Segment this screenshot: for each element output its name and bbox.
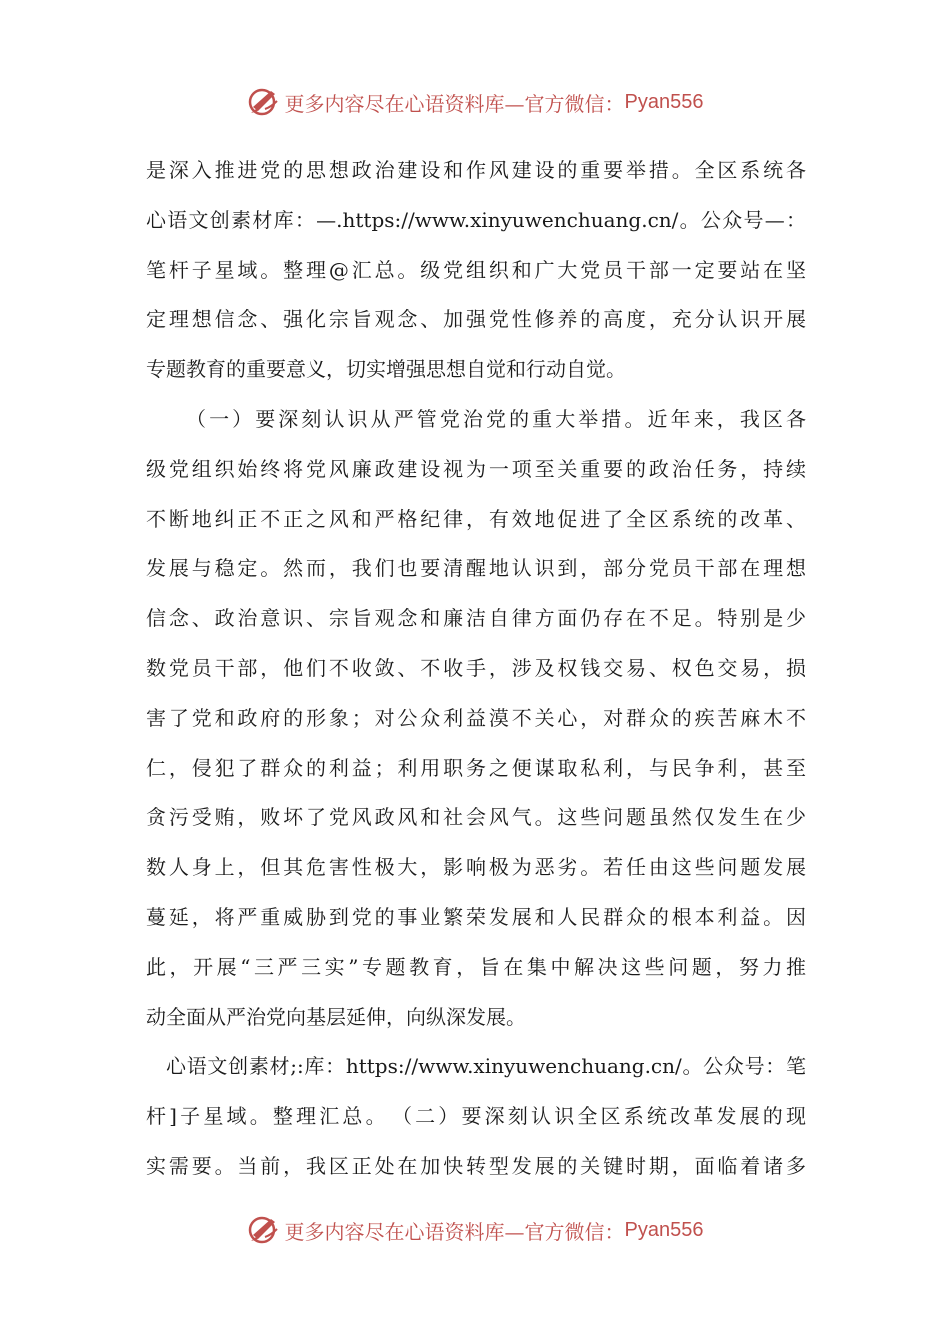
text-line: 数党员干部，他们不收敛、不收手，涉及权钱交易、权色交易，损 <box>146 655 806 680</box>
text-line: 心语文创素材库：—.https://www.xinyuwenchuang.cn/。公众号—： <box>146 207 806 232</box>
text-line: 专题教育的重要意义，切实增强思想自觉和行动自觉。 <box>146 357 626 382</box>
text-line: 发展与稳定。然而，我们也要清醒地认识到，部分党员干部在理想 <box>146 556 806 581</box>
header-banner <box>0 82 950 122</box>
text-line: 仁，侵犯了群众的利益；利用职务之便谋取私利，与民争利，甚至 <box>146 755 806 780</box>
text-line: （一）要深刻认识从严管党治党的重大举措。近年来，我区各 <box>186 406 806 431</box>
text-line: 是深入推进党的思想政治建设和作风建设的重要举措。全区系统各 <box>146 158 806 182</box>
text-line: 数人身上，但其危害性极大，影响极为恶劣。若任由这些问题发展 <box>146 855 806 880</box>
text-line: 实需要。当前，我区正处在加快转型发展的关键时期，面临着诸多 <box>146 1153 806 1178</box>
footer-banner <box>0 1210 950 1250</box>
banner-text: 更多内容尽在心语资料库—官方微信： <box>284 1219 625 1244</box>
text-line: 笔杆子星域。整理@汇总。级党组织和广大党员干部一定要站在坚 <box>146 257 806 282</box>
document-body <box>146 146 806 1192</box>
text-line: 定理想信念、强化宗旨观念、加强党性修养的高度，充分认识开展 <box>146 307 806 332</box>
text-line: 杆]子星域。整理汇总。 （二）要深刻认识全区系统改革发展的现 <box>146 1104 806 1129</box>
text-line: 此，开展“三严三实”专题教育，旨在集中解决这些问题，努力推 <box>146 954 806 979</box>
banner-text: 更多内容尽在心语资料库—官方微信： <box>284 91 625 116</box>
pen-logo-icon <box>247 85 281 119</box>
text-line: 级党组织始终将党风廉政建设视为一项至关重要的政治任务，持续 <box>146 456 806 481</box>
text-line: 动全面从严治党向基层延伸，向纵深发展。 <box>146 1004 526 1029</box>
banner-wechat-id: Pyan556 <box>624 90 704 113</box>
text-line: 害了党和政府的形象；对公众利益漠不关心，对群众的疾苦麻木不 <box>146 705 806 730</box>
text-line: 心语文创素材;:库：https://www.xinyuwenchuang.cn/。公众号：笔 <box>166 1054 806 1079</box>
pen-logo-icon <box>247 1213 281 1247</box>
text-line: 不断地纠正不正之风和严格纪律，有效地促进了全区系统的改革、 <box>146 506 806 531</box>
banner-wechat-id: Pyan556 <box>624 1218 704 1241</box>
text-line: 信念、政治意识、宗旨观念和廉洁自律方面仍存在不足。特别是少 <box>146 606 806 631</box>
text-line: 贪污受贿，败坏了党风政风和社会风气。这些问题虽然仅发生在少 <box>146 805 806 830</box>
text-line: 蔓延，将严重威胁到党的事业繁荣发展和人民群众的根本利益。因 <box>146 904 806 929</box>
